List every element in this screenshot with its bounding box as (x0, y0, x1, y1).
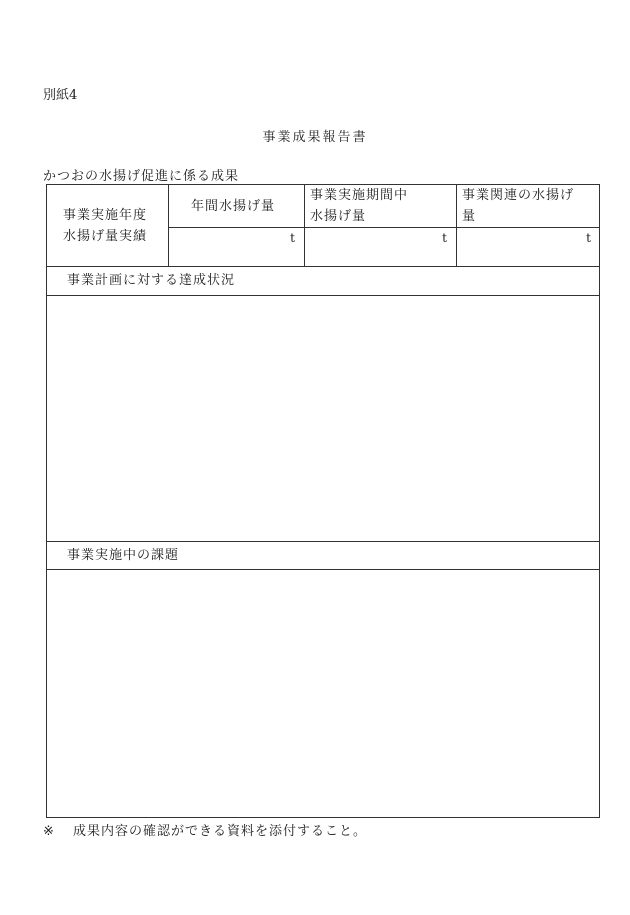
results-table (46, 184, 600, 818)
issues-label: 事業実施中の課題 (67, 548, 180, 563)
divider-row-1 (47, 266, 599, 267)
footnote (43, 820, 367, 839)
value-period-unit[interactable]: t (442, 231, 447, 245)
value-annual-unit[interactable]: t (290, 231, 295, 245)
section-heading: かつおの水揚げ促進に係る成果 (43, 169, 240, 184)
row-header (63, 205, 163, 247)
divider-col-2 (304, 185, 305, 266)
row-header-line1: 事業実施年度 (63, 208, 148, 223)
divider-header-values (168, 227, 600, 228)
col-header-period-line2: 水揚げ量 (310, 209, 367, 224)
issues-area[interactable] (47, 570, 599, 817)
col-header-period (310, 185, 452, 227)
row-header-line2: 水揚げ量実績 (63, 229, 148, 244)
achievement-area[interactable] (47, 296, 599, 540)
col-header-related-line1: 事業関連の水揚げ (462, 188, 575, 203)
footnote-text: 成果内容の確認ができる資料を添付すること。 (73, 824, 368, 839)
document-title: 事業成果報告書 (262, 130, 368, 145)
divider-col-1 (168, 185, 169, 266)
divider-issues-top (47, 541, 599, 542)
value-related-unit[interactable]: t (586, 231, 591, 245)
divider-col-3 (456, 185, 457, 266)
appendix-label: 別紙4 (43, 88, 78, 103)
col-header-related (462, 185, 598, 227)
footnote-mark: ※ (43, 824, 55, 839)
col-header-period-line1: 事業実施期間中 (310, 188, 409, 203)
col-header-related-line2: 量 (462, 209, 477, 224)
col-header-annual: 年間水揚げ量 (191, 199, 276, 214)
achievement-label: 事業計画に対する達成状況 (67, 273, 236, 288)
